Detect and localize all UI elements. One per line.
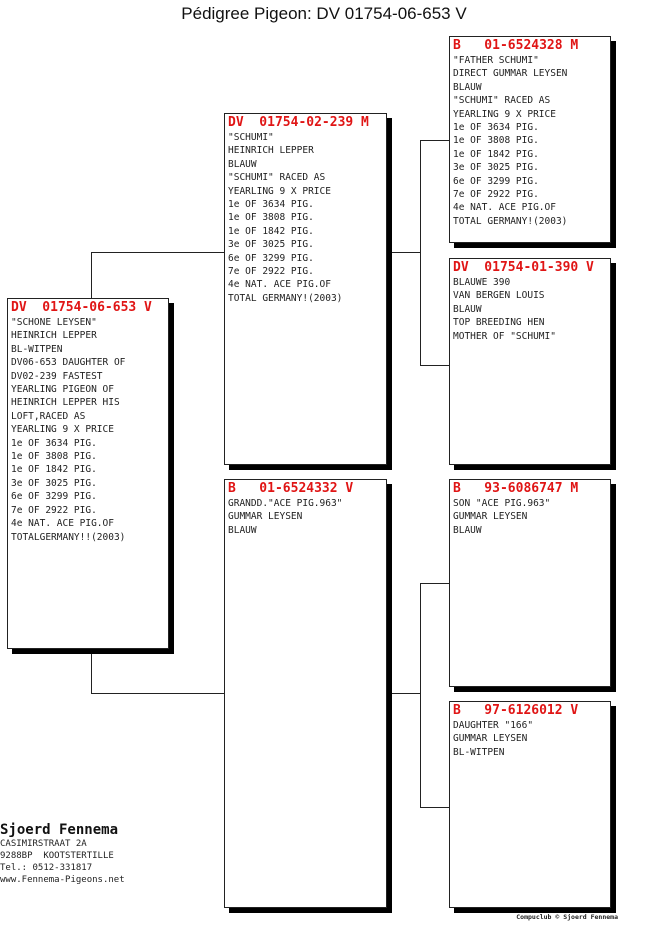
detail-line: BLAUW bbox=[453, 81, 482, 93]
sire-sire-card bbox=[449, 36, 611, 243]
dam-ring: B 01-6524332 V bbox=[228, 481, 354, 496]
detail-line: YEARLING 9 X PRICE bbox=[11, 424, 114, 436]
breeder-website[interactable]: www.Fennema-Pigeons.net bbox=[0, 875, 125, 885]
dam-dam-details bbox=[453, 719, 607, 759]
detail-line: YEARLING 9 X PRICE bbox=[453, 108, 556, 120]
detail-line: DV06-653 DAUGHTER OF bbox=[11, 357, 126, 369]
detail-line: 4e NAT. ACE PIG.OF bbox=[453, 202, 556, 214]
detail-line: BL-WITPEN bbox=[453, 746, 505, 758]
detail-line: 7e OF 2922 PIG. bbox=[228, 266, 314, 278]
detail-line: 6e OF 3299 PIG. bbox=[453, 175, 539, 187]
detail-line: BLAUW bbox=[453, 524, 482, 536]
subject-pigeon-card bbox=[7, 298, 169, 649]
sire-dam-card bbox=[449, 258, 611, 465]
detail-line: YEARLING 9 X PRICE bbox=[228, 185, 331, 197]
detail-line: 1e OF 1842 PIG. bbox=[453, 148, 539, 160]
detail-line: BLAUW bbox=[228, 158, 257, 170]
detail-line: BLAUW bbox=[228, 524, 257, 536]
detail-line: DAUGHTER "166" bbox=[453, 720, 534, 731]
connector-line bbox=[386, 693, 420, 694]
detail-line: 1e OF 3808 PIG. bbox=[453, 135, 539, 147]
detail-line: 3e OF 3025 PIG. bbox=[453, 162, 539, 174]
detail-line: "SCHUMI" RACED AS bbox=[228, 172, 326, 184]
breeder-info bbox=[0, 822, 125, 886]
detail-line: "SCHONE LEYSEN" bbox=[11, 317, 97, 328]
detail-line: VAN BERGEN LOUIS bbox=[453, 290, 545, 302]
sire-dam-details bbox=[453, 276, 607, 343]
detail-line: 1e OF 3634 PIG. bbox=[11, 437, 97, 449]
connector-line bbox=[91, 252, 225, 253]
connector-line bbox=[420, 140, 421, 366]
connector-line bbox=[420, 583, 449, 584]
detail-line: DV02-239 FASTEST bbox=[11, 370, 103, 382]
page-title: Pédigree Pigeon: DV 01754-06-653 V bbox=[181, 4, 467, 23]
breeder-phone: Tel.: 0512-331817 bbox=[0, 863, 93, 873]
breeder-name: Sjoerd Fennema bbox=[0, 822, 119, 838]
copyright-notice: Compuclub © Sjoerd Fennema bbox=[516, 913, 618, 921]
dam-card bbox=[224, 479, 387, 908]
connector-line bbox=[91, 648, 92, 694]
detail-line: 1e OF 3634 PIG. bbox=[453, 122, 539, 134]
connector-line bbox=[91, 252, 92, 299]
breeder-address: CASIMIRSTRAAT 2A bbox=[0, 839, 87, 849]
detail-line: TOTAL GERMANY!(2003) bbox=[453, 215, 568, 227]
detail-line: BLAUWE 390 bbox=[453, 277, 511, 288]
detail-line: GUMMAR LEYSEN bbox=[453, 733, 528, 745]
sire-ring: DV 01754-02-239 M bbox=[228, 115, 369, 130]
detail-line: 6e OF 3299 PIG. bbox=[11, 491, 97, 503]
dam-sire-details bbox=[453, 497, 607, 537]
connector-line bbox=[420, 807, 449, 808]
dam-sire-ring: B 93-6086747 M bbox=[453, 481, 579, 496]
detail-line: 6e OF 3299 PIG. bbox=[228, 252, 314, 264]
detail-line: 3e OF 3025 PIG. bbox=[11, 477, 97, 489]
detail-line: GUMMAR LEYSEN bbox=[228, 511, 303, 523]
breeder-city: 9288BP KOOTSTERTILLE bbox=[0, 851, 114, 861]
detail-line: TOP BREEDING HEN bbox=[453, 317, 545, 329]
connector-line bbox=[386, 252, 420, 253]
detail-line: 7e OF 2922 PIG. bbox=[11, 504, 97, 516]
detail-line: 4e NAT. ACE PIG.OF bbox=[11, 518, 114, 530]
connector-line bbox=[91, 693, 225, 694]
detail-line: TOTAL GERMANY!(2003) bbox=[228, 292, 343, 304]
detail-line: 4e NAT. ACE PIG.OF bbox=[228, 279, 331, 291]
detail-line: SON "ACE PIG.963" bbox=[453, 498, 551, 509]
detail-line: MOTHER OF "SCHUMI" bbox=[453, 330, 556, 342]
sire-sire-details bbox=[453, 54, 607, 228]
detail-line: 7e OF 2922 PIG. bbox=[453, 189, 539, 201]
dam-dam-card bbox=[449, 701, 611, 908]
dam-details bbox=[228, 497, 383, 537]
dam-dam-ring: B 97-6126012 V bbox=[453, 703, 579, 718]
detail-line: LOFT,RACED AS bbox=[11, 410, 86, 422]
subject-pigeon-details bbox=[11, 316, 165, 544]
detail-line: HEINRICH LEPPER bbox=[228, 145, 314, 157]
detail-line: 1e OF 1842 PIG. bbox=[11, 464, 97, 476]
detail-line: "SCHUMI" bbox=[228, 132, 274, 143]
detail-line: BLAUW bbox=[453, 303, 482, 315]
subject-pigeon-ring: DV 01754-06-653 V bbox=[11, 300, 152, 315]
detail-line: 1e OF 3808 PIG. bbox=[228, 212, 314, 224]
detail-line: HEINRICH LEPPER bbox=[11, 330, 97, 342]
detail-line: "SCHUMI" RACED AS bbox=[453, 95, 551, 107]
sire-card bbox=[224, 113, 387, 465]
detail-line: 1e OF 3634 PIG. bbox=[228, 199, 314, 211]
detail-line: "FATHER SCHUMI" bbox=[453, 55, 539, 66]
connector-line bbox=[420, 365, 449, 366]
detail-line: 3e OF 3025 PIG. bbox=[228, 239, 314, 251]
dam-sire-card bbox=[449, 479, 611, 687]
sire-details bbox=[228, 131, 383, 305]
detail-line: GUMMAR LEYSEN bbox=[453, 511, 528, 523]
detail-line: DIRECT GUMMAR LEYSEN bbox=[453, 68, 568, 80]
connector-line bbox=[420, 140, 449, 141]
detail-line: 1e OF 1842 PIG. bbox=[228, 225, 314, 237]
detail-line: BL-WITPEN bbox=[11, 343, 63, 355]
connector-line bbox=[420, 583, 421, 808]
detail-line: 1e OF 3808 PIG. bbox=[11, 451, 97, 463]
sire-dam-ring: DV 01754-01-390 V bbox=[453, 260, 594, 275]
detail-line: TOTALGERMANY!!(2003) bbox=[11, 531, 126, 543]
detail-line: YEARLING PIGEON OF bbox=[11, 384, 114, 396]
sire-sire-ring: B 01-6524328 M bbox=[453, 38, 579, 53]
detail-line: HEINRICH LEPPER HIS bbox=[11, 397, 120, 409]
detail-line: GRANDD."ACE PIG.963" bbox=[228, 498, 343, 509]
